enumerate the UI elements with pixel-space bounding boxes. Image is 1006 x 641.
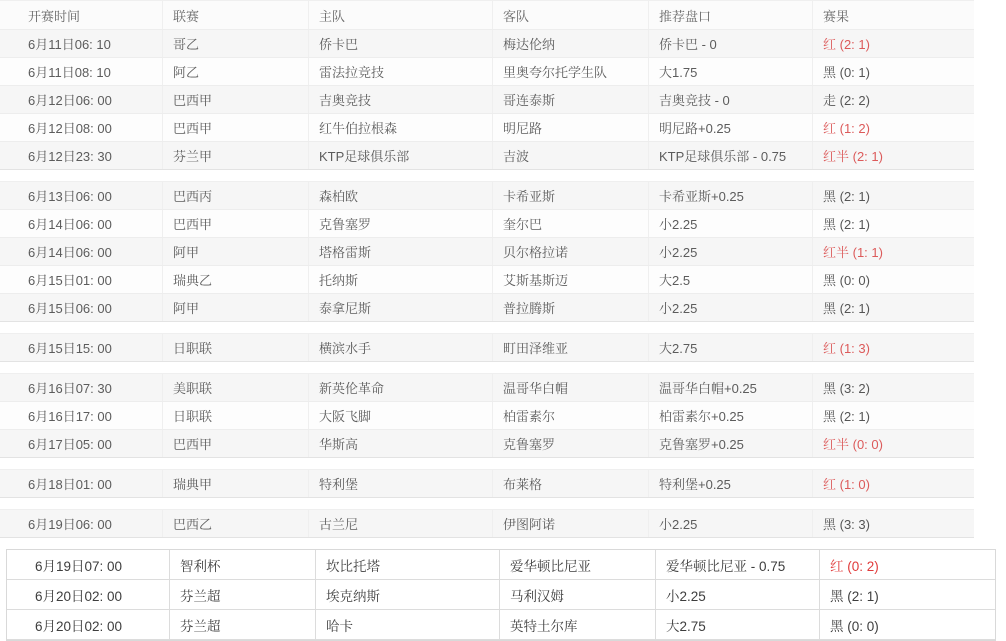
cell-home-team: KTP足球俱乐部 <box>308 142 492 169</box>
cell-result: 红 (1: 2) <box>812 114 974 141</box>
cell-away-team: 梅达伦纳 <box>492 30 648 57</box>
table-header-row <box>0 1 974 30</box>
cell-kickoff-time: 6月20日02: 00 <box>35 618 123 634</box>
match-group <box>0 333 974 362</box>
match-row <box>0 210 974 238</box>
cell-away-team: 普拉腾斯 <box>492 294 648 321</box>
column-header-handicap: 推荐盘口 <box>648 1 812 29</box>
cell-home-team: 森柏欧 <box>308 182 492 209</box>
cell-handicap: 爱华顿比尼亚 - 0.75 <box>655 550 819 579</box>
cell-handicap: 小2.25 <box>655 580 819 609</box>
cell-handicap: 小2.25 <box>648 238 812 265</box>
cell-result: 走 (2: 2) <box>812 86 974 113</box>
cell-league: 芬兰超 <box>169 610 315 639</box>
cell-result: 红 (0: 2) <box>819 550 995 579</box>
match-group <box>0 469 974 498</box>
cell-home-team: 大阪飞脚 <box>308 402 492 429</box>
cell-kickoff-time: 6月15日01: 00 <box>28 273 112 288</box>
cell-away-team: 爱华顿比尼亚 <box>499 550 655 579</box>
cell-league: 巴西乙 <box>162 510 308 537</box>
cell-league: 智利杯 <box>169 550 315 579</box>
group-body <box>0 30 974 169</box>
cell-league: 芬兰超 <box>169 580 315 609</box>
cell-kickoff-time: 6月16日07: 30 <box>28 381 112 396</box>
cell-result: 黑 (3: 2) <box>812 374 974 401</box>
cell-handicap: 特利堡+0.25 <box>648 470 812 497</box>
cell-league: 巴西丙 <box>162 182 308 209</box>
cell-home-team: 托纳斯 <box>308 266 492 293</box>
match-row <box>7 580 995 610</box>
cell-home-team: 坎比托塔 <box>315 550 499 579</box>
match-group <box>6 549 996 641</box>
cell-result: 红 (1: 3) <box>812 334 974 361</box>
cell-result: 黑 (2: 1) <box>819 580 995 609</box>
cell-result: 黑 (0: 0) <box>819 610 995 639</box>
cell-league: 阿甲 <box>162 294 308 321</box>
cell-league: 瑞典乙 <box>162 266 308 293</box>
cell-home-team: 雷法拉竞技 <box>308 58 492 85</box>
match-row <box>0 114 974 142</box>
match-group <box>0 373 974 458</box>
match-row <box>0 238 974 266</box>
cell-home-team: 红牛伯拉根森 <box>308 114 492 141</box>
cell-handicap: 卡希亚斯+0.25 <box>648 182 812 209</box>
cell-handicap: 明尼路+0.25 <box>648 114 812 141</box>
match-row <box>0 510 974 537</box>
cell-home-team: 横滨水手 <box>308 334 492 361</box>
group-body <box>0 470 974 497</box>
cell-handicap: 大2.75 <box>648 334 812 361</box>
cell-away-team: 马利汉姆 <box>499 580 655 609</box>
cell-league: 瑞典甲 <box>162 470 308 497</box>
column-header-league: 联赛 <box>162 1 308 29</box>
cell-kickoff-time: 6月14日06: 00 <box>28 245 112 260</box>
cell-handicap: 大2.5 <box>648 266 812 293</box>
cell-home-team: 塔格雷斯 <box>308 238 492 265</box>
cell-handicap: KTP足球俱乐部 - 0.75 <box>648 142 812 169</box>
match-row <box>0 294 974 321</box>
cell-league: 哥乙 <box>162 30 308 57</box>
cell-kickoff-time: 6月17日05: 00 <box>28 437 112 452</box>
column-header-time: 开赛时间 <box>28 8 81 24</box>
cell-result: 黑 (2: 1) <box>812 294 974 321</box>
match-row <box>0 58 974 86</box>
cell-away-team: 卡希亚斯 <box>492 182 648 209</box>
match-group <box>0 0 974 170</box>
cell-league: 日职联 <box>162 402 308 429</box>
cell-home-team: 哈卡 <box>315 610 499 639</box>
match-group <box>0 509 974 538</box>
cell-home-team: 华斯高 <box>308 430 492 457</box>
cell-kickoff-time: 6月12日08: 00 <box>28 121 112 136</box>
cell-handicap: 大1.75 <box>648 58 812 85</box>
cell-handicap: 侨卡巴 - 0 <box>648 30 812 57</box>
cell-away-team: 明尼路 <box>492 114 648 141</box>
cell-away-team: 英特土尔库 <box>499 610 655 639</box>
cell-league: 巴西甲 <box>162 210 308 237</box>
cell-kickoff-time: 6月11日08: 10 <box>28 65 111 80</box>
column-header-away: 客队 <box>492 1 648 29</box>
group-body <box>0 182 974 321</box>
cell-league: 芬兰甲 <box>162 142 308 169</box>
cell-home-team: 新英伦革命 <box>308 374 492 401</box>
cell-kickoff-time: 6月13日06: 00 <box>28 189 112 204</box>
cell-result: 红半 (2: 1) <box>812 142 974 169</box>
cell-league: 阿甲 <box>162 238 308 265</box>
group-body <box>0 374 974 457</box>
cell-kickoff-time: 6月20日02: 00 <box>35 588 123 604</box>
cell-home-team: 吉奥竞技 <box>308 86 492 113</box>
column-header-home: 主队 <box>308 1 492 29</box>
cell-handicap: 小2.25 <box>648 210 812 237</box>
cell-result: 红半 (1: 1) <box>812 238 974 265</box>
cell-away-team: 布莱格 <box>492 470 648 497</box>
group-body <box>7 550 995 640</box>
cell-away-team: 温哥华白帽 <box>492 374 648 401</box>
cell-kickoff-time: 6月19日06: 00 <box>28 517 112 532</box>
match-row <box>0 142 974 169</box>
cell-result: 黑 (0: 0) <box>812 266 974 293</box>
match-row <box>7 610 995 640</box>
match-row <box>0 374 974 402</box>
cell-handicap: 小2.25 <box>648 294 812 321</box>
column-header-result: 赛果 <box>812 1 974 29</box>
cell-league: 巴西甲 <box>162 430 308 457</box>
cell-result: 红 (2: 1) <box>812 30 974 57</box>
cell-handicap: 柏雷素尔+0.25 <box>648 402 812 429</box>
cell-result: 红半 (0: 0) <box>812 430 974 457</box>
cell-result: 黑 (2: 1) <box>812 182 974 209</box>
cell-handicap: 吉奥竞技 - 0 <box>648 86 812 113</box>
cell-kickoff-time: 6月12日06: 00 <box>28 93 112 108</box>
match-row <box>0 182 974 210</box>
match-group <box>0 181 974 322</box>
cell-home-team: 特利堡 <box>308 470 492 497</box>
cell-home-team: 埃克纳斯 <box>315 580 499 609</box>
cell-kickoff-time: 6月14日06: 00 <box>28 217 112 232</box>
cell-handicap: 大2.75 <box>655 610 819 639</box>
match-row <box>0 430 974 457</box>
cell-away-team: 贝尔格拉诺 <box>492 238 648 265</box>
match-row <box>0 266 974 294</box>
cell-away-team: 柏雷素尔 <box>492 402 648 429</box>
match-row <box>0 30 974 58</box>
cell-league: 美职联 <box>162 374 308 401</box>
cell-result: 黑 (2: 1) <box>812 402 974 429</box>
cell-kickoff-time: 6月18日01: 00 <box>28 477 112 492</box>
cell-result: 红 (1: 0) <box>812 470 974 497</box>
cell-away-team: 吉波 <box>492 142 648 169</box>
group-body <box>0 510 974 537</box>
match-row <box>0 470 974 497</box>
match-row <box>0 402 974 430</box>
cell-home-team: 克鲁塞罗 <box>308 210 492 237</box>
match-row <box>0 334 974 361</box>
cell-league: 阿乙 <box>162 58 308 85</box>
cell-away-team: 奎尔巴 <box>492 210 648 237</box>
cell-away-team: 哥连泰斯 <box>492 86 648 113</box>
cell-result: 黑 (2: 1) <box>812 210 974 237</box>
match-row <box>7 550 995 580</box>
cell-home-team: 古兰尼 <box>308 510 492 537</box>
cell-away-team: 克鲁塞罗 <box>492 430 648 457</box>
cell-away-team: 里奥夸尔托学生队 <box>492 58 648 85</box>
cell-league: 巴西甲 <box>162 86 308 113</box>
cell-away-team: 艾斯基斯迈 <box>492 266 648 293</box>
cell-home-team: 泰拿尼斯 <box>308 294 492 321</box>
cell-result: 黑 (0: 1) <box>812 58 974 85</box>
cell-handicap: 小2.25 <box>648 510 812 537</box>
cell-kickoff-time: 6月11日06: 10 <box>28 37 111 52</box>
cell-home-team: 侨卡巴 <box>308 30 492 57</box>
cell-away-team: 伊图阿诺 <box>492 510 648 537</box>
cell-handicap: 克鲁塞罗+0.25 <box>648 430 812 457</box>
cell-league: 日职联 <box>162 334 308 361</box>
cell-kickoff-time: 6月19日07: 00 <box>35 558 123 574</box>
cell-away-team: 町田泽维亚 <box>492 334 648 361</box>
cell-handicap: 温哥华白帽+0.25 <box>648 374 812 401</box>
cell-kickoff-time: 6月15日06: 00 <box>28 301 112 316</box>
cell-result: 黑 (3: 3) <box>812 510 974 537</box>
group-body <box>0 334 974 361</box>
match-row <box>0 86 974 114</box>
cell-kickoff-time: 6月15日15: 00 <box>28 341 112 356</box>
cell-kickoff-time: 6月16日17: 00 <box>28 409 112 424</box>
cell-league: 巴西甲 <box>162 114 308 141</box>
cell-kickoff-time: 6月12日23: 30 <box>28 149 112 164</box>
